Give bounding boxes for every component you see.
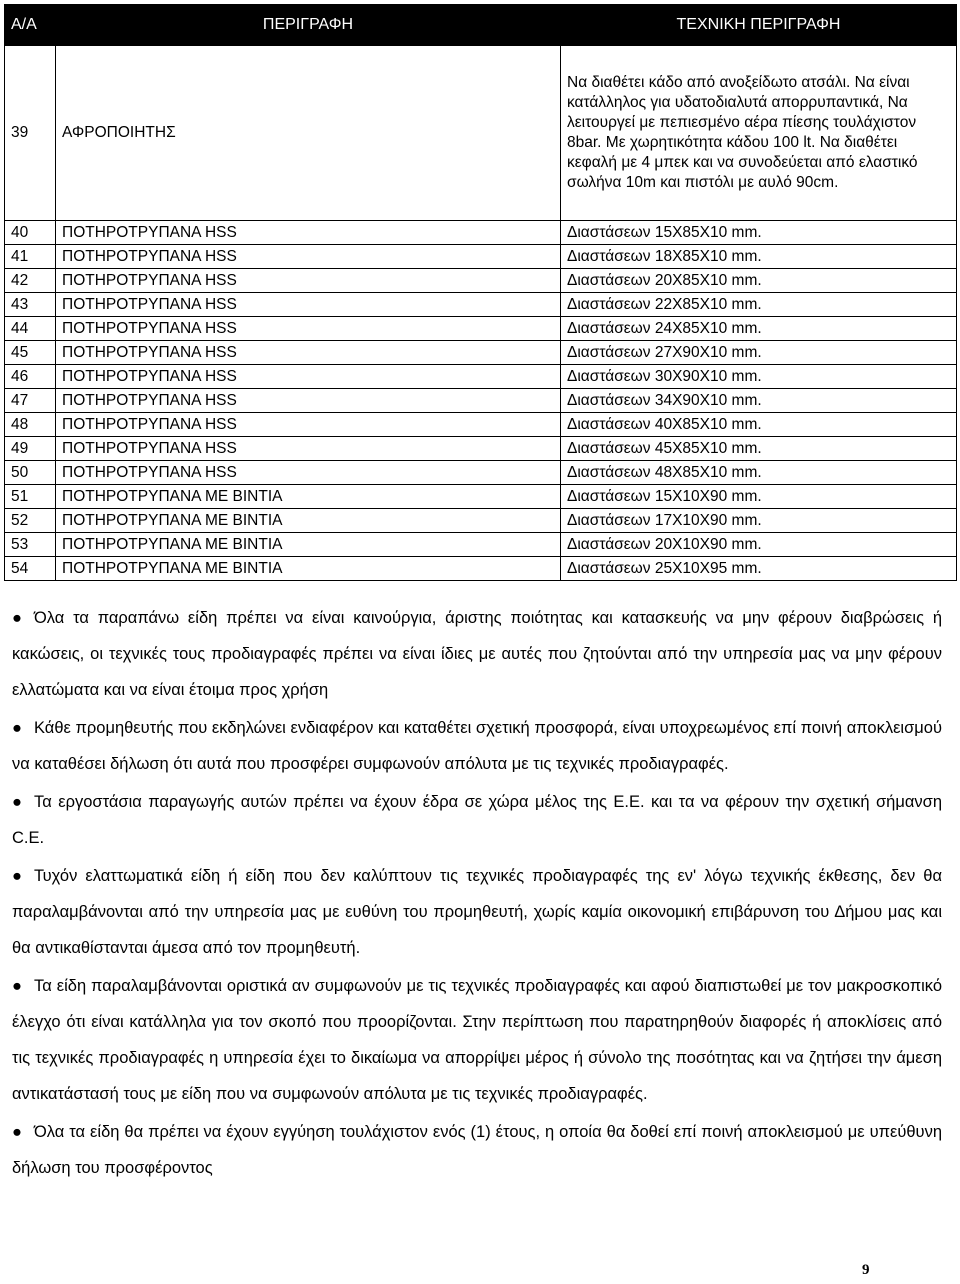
table-row (5, 437, 957, 461)
row-description: ΠΟΤΗΡΟΤΡΥΠΑΝΑ HSS (56, 269, 561, 293)
row-description: ΠΟΤΗΡΟΤΡΥΠΑΝΑ HSS (56, 341, 561, 365)
row-number: 46 (5, 365, 56, 389)
row-description: ΠΟΤΗΡΟΤΡΥΠΑΝΑ HSS (56, 293, 561, 317)
bullet-icon: ● (12, 793, 22, 811)
header-technical: ΤΕΧΝΙΚΗ ΠΕΡΙΓΡΑΦΗ (561, 5, 957, 46)
row-number: 43 (5, 293, 56, 317)
note-paragraph (12, 784, 942, 856)
row-number: 49 (5, 437, 56, 461)
table-row (5, 317, 957, 341)
table-row (5, 461, 957, 485)
row-technical-spec: Διαστάσεων 48Χ85Χ10 mm. (561, 461, 957, 485)
row-number: 53 (5, 533, 56, 557)
table-row (5, 269, 957, 293)
row-description: ΠΟΤΗΡΟΤΡΥΠΑΝΑ HSS (56, 245, 561, 269)
page-number: 9 (862, 1262, 870, 1278)
note-paragraph (12, 858, 942, 966)
row-description: ΑΦΡΟΠΟΙΗΤΗΣ (56, 46, 561, 221)
bullet-icon: ● (12, 977, 22, 995)
table-row (5, 533, 957, 557)
row-technical-spec: Διαστάσεων 45Χ85Χ10 mm. (561, 437, 957, 461)
row-description: ΠΟΤΗΡΟΤΡΥΠΑΝΑ HSS (56, 221, 561, 245)
row-technical-spec: Διαστάσεων 20Χ85Χ10 mm. (561, 269, 957, 293)
table-body (5, 46, 957, 581)
row-number: 54 (5, 557, 56, 581)
row-technical-spec: Διαστάσεων 24Χ85Χ10 mm. (561, 317, 957, 341)
row-description: ΠΟΤΗΡΟΤΡΥΠΑΝΑ ΜΕ ΒΙΝΤΙΑ (56, 533, 561, 557)
note-text: Όλα τα παραπάνω είδη πρέπει να είναι καινούργια, άριστης ποιότητας και κατασκευής να μην φέρουν διαβρώσεις ή κακώσεις, οι τεχνικές τους προδιαγραφές πρέπει να είναι ίδιες με αυτές που ζητούνται από την υπηρεσία μας να μην φέρουν ελλατώματα και να είναι έτοιμα προς χρήση (12, 609, 942, 699)
table-row (5, 245, 957, 269)
table-row (5, 293, 957, 317)
row-number: 42 (5, 269, 56, 293)
bullet-icon: ● (12, 867, 22, 885)
row-number: 44 (5, 317, 56, 341)
table-row (5, 509, 957, 533)
row-technical-spec: Διαστάσεων 15Χ85Χ10 mm. (561, 221, 957, 245)
table-header-row (5, 5, 957, 46)
note-text: Κάθε προμηθευτής που εκδηλώνει ενδιαφέρον και καταθέτει σχετική προσφορά, είναι υποχρεωμένος επί ποινή αποκλεισμού να καταθέσει δήλωση ότι αυτά που προσφέρει συμφωνούν απόλυτα με τις τεχνικές προδιαγραφές. (12, 719, 942, 773)
table-row (5, 221, 957, 245)
table-row (5, 46, 957, 221)
note-paragraph (12, 710, 942, 782)
row-description: ΠΟΤΗΡΟΤΡΥΠΑΝΑ HSS (56, 365, 561, 389)
row-number: 47 (5, 389, 56, 413)
table-row (5, 485, 957, 509)
row-technical-spec: Διαστάσεων 27Χ90Χ10 mm. (561, 341, 957, 365)
specifications-table (4, 4, 957, 581)
table-row (5, 365, 957, 389)
notes-section (12, 600, 942, 1188)
note-text: Τυχόν ελαττωματικά είδη ή είδη που δεν καλύπτουν τις τεχνικές προδιαγραφές της εν' λόγω τεχνικής έκθεσης, δεν θα παραλαμβάνονται από την υπηρεσία μας με ευθύνη του προμηθευτή, χωρίς καμία οικονομική επιβάρυνση του Δήμου μας και θα αντικαθίστανται άμεσα από τον προμηθευτή. (12, 867, 942, 957)
note-text: Τα εργοστάσια παραγωγής αυτών πρέπει να έχουν έδρα σε χώρα μέλος της Ε.Ε. και τα να φέρουν την σχετική σήμανση C.E. (12, 793, 942, 847)
header-description: ΠΕΡΙΓΡΑΦΗ (56, 5, 561, 46)
row-description: ΠΟΤΗΡΟΤΡΥΠΑΝΑ HSS (56, 389, 561, 413)
note-paragraph (12, 968, 942, 1112)
row-technical-spec: Διαστάσεων 34Χ90Χ10 mm. (561, 389, 957, 413)
row-technical-spec: Διαστάσεων 20Χ10Χ90 mm. (561, 533, 957, 557)
bullet-icon: ● (12, 609, 22, 627)
bullet-icon: ● (12, 719, 22, 737)
row-technical-spec: Να διαθέτει κάδο από ανοξείδωτο ατσάλι. Να είναι κατάλληλος για υδατοδιαλυτά απορρυπαντικά, Να λειτουργεί με πεπιεσμένο αέρα πίεσης τουλάχιστον 8bar. Με χωρητικότητα κάδου 100 lt. Να διαθέτει κεφαλή με 4 μπεκ και να συνοδεύεται από ελαστικό σωλήνα 10m και πιστόλι με αυλό 90cm. (561, 46, 957, 221)
row-description: ΠΟΤΗΡΟΤΡΥΠΑΝΑ HSS (56, 461, 561, 485)
row-technical-spec: Διαστάσεων 17Χ10Χ90 mm. (561, 509, 957, 533)
row-number: 41 (5, 245, 56, 269)
table-row (5, 557, 957, 581)
row-technical-spec: Διαστάσεων 40Χ85Χ10 mm. (561, 413, 957, 437)
row-technical-spec: Διαστάσεων 15Χ10Χ90 mm. (561, 485, 957, 509)
note-text: Όλα τα είδη θα πρέπει να έχουν εγγύηση τουλάχιστον ενός (1) έτους, η οποία θα δοθεί επί ποινή αποκλεισμού με υπεύθυνη δήλωση του προσφέροντος (12, 1123, 942, 1177)
row-description: ΠΟΤΗΡΟΤΡΥΠΑΝΑ ΜΕ ΒΙΝΤΙΑ (56, 485, 561, 509)
row-number: 50 (5, 461, 56, 485)
bullet-icon: ● (12, 1123, 22, 1141)
row-description: ΠΟΤΗΡΟΤΡΥΠΑΝΑ HSS (56, 317, 561, 341)
row-technical-spec: Διαστάσεων 30Χ90Χ10 mm. (561, 365, 957, 389)
row-number: 52 (5, 509, 56, 533)
row-description: ΠΟΤΗΡΟΤΡΥΠΑΝΑ ΜΕ ΒΙΝΤΙΑ (56, 557, 561, 581)
row-description: ΠΟΤΗΡΟΤΡΥΠΑΝΑ HSS (56, 413, 561, 437)
row-number: 51 (5, 485, 56, 509)
table-row (5, 341, 957, 365)
note-paragraph (12, 1114, 942, 1186)
row-technical-spec: Διαστάσεων 18Χ85Χ10 mm. (561, 245, 957, 269)
row-description: ΠΟΤΗΡΟΤΡΥΠΑΝΑ ΜΕ ΒΙΝΤΙΑ (56, 509, 561, 533)
row-description: ΠΟΤΗΡΟΤΡΥΠΑΝΑ HSS (56, 437, 561, 461)
header-aa: Α/Α (5, 5, 56, 46)
row-number: 48 (5, 413, 56, 437)
note-text: Τα είδη παραλαμβάνονται οριστικά αν συμφωνούν με τις τεχνικές προδιαγραφές και αφού διαπιστωθεί με τον μακροσκοπικό έλεγχο ότι είναι κατάλληλα για τον σκοπό που προορίζονται. Στην περίπτωση που παρατηρηθούν διαφορές ή αποκλίσεις από τις τεχνικές προδιαγραφές η υπηρεσία έχει το δικαίωμα να απορρίψει μέρος ή σύνολο της ποσότητας και να ζητήσει την άμεση αντικατάστασή τους με είδη που να συμφωνούν απόλυτα με τις τεχνικές προδιαγραφές. (12, 977, 942, 1103)
table-row (5, 389, 957, 413)
row-number: 39 (5, 46, 56, 221)
note-paragraph (12, 600, 942, 708)
row-number: 40 (5, 221, 56, 245)
row-technical-spec: Διαστάσεων 25Χ10Χ95 mm. (561, 557, 957, 581)
row-technical-spec: Διαστάσεων 22Χ85Χ10 mm. (561, 293, 957, 317)
row-number: 45 (5, 341, 56, 365)
table-row (5, 413, 957, 437)
